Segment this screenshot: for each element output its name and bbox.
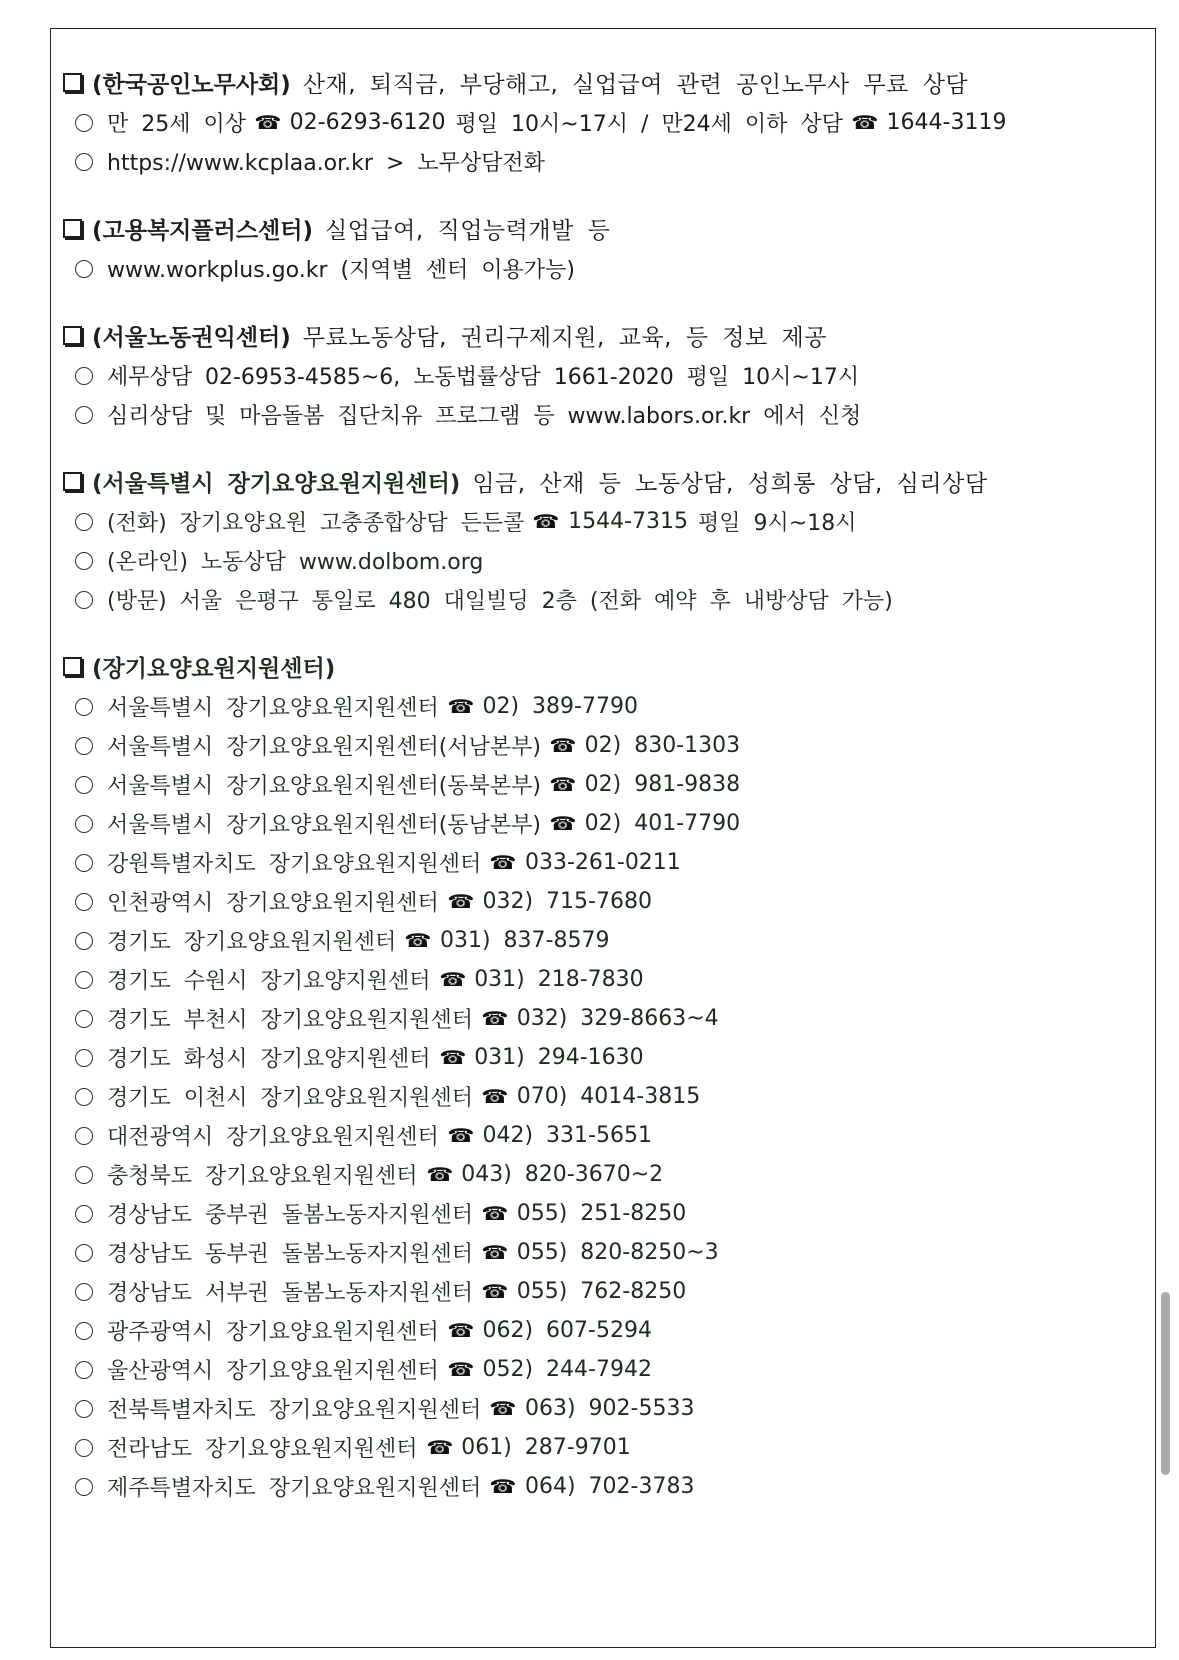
section [63, 460, 1145, 619]
circle-bullet-icon [75, 552, 93, 570]
list-item [63, 1077, 1145, 1116]
circle-bullet-icon [75, 153, 93, 171]
phone-icon: ☎ [549, 734, 577, 757]
phone-number: 031) 837-8579 [439, 928, 610, 953]
item-text: 심리상담 및 마음돌봄 집단치유 프로그램 등 www.labors.or.kr 에서 신청 [107, 404, 862, 429]
item-text: 인천광역시 장기요양요원지원센터 [107, 891, 439, 916]
item-text: 경상남도 서부권 돌봄노동자지원센터 [107, 1281, 474, 1306]
circle-bullet-icon [75, 737, 93, 755]
phone-icon: ☎ [447, 1319, 475, 1342]
item-text: www.workplus.go.kr (지역별 센터 이용가능) [107, 258, 575, 283]
circle-bullet-icon [75, 932, 93, 950]
checkbox-icon [63, 219, 82, 238]
list-item [63, 687, 1145, 726]
organization-name: (장기요양요원지원센터) [92, 655, 336, 682]
item-text: 경기도 이천시 장기요양요원지원센터 [107, 1086, 474, 1111]
phone-icon: ☎ [489, 1397, 517, 1420]
list-item [63, 1233, 1145, 1272]
phone-icon: ☎ [481, 1241, 509, 1264]
phone-icon: ☎ [425, 1436, 453, 1459]
checkbox-icon [63, 472, 82, 491]
list-item [63, 502, 1145, 541]
phone-icon: ☎ [447, 695, 475, 718]
document-page [50, 28, 1156, 1648]
list-item [63, 103, 1145, 142]
item-suffix: 평일 10시~17시 / 만24세 이하 상담 [455, 112, 843, 137]
list-item [63, 882, 1145, 921]
list-item [63, 395, 1145, 434]
item-text: 제주특별자치도 장기요양요원지원센터 [107, 1476, 482, 1501]
circle-bullet-icon [75, 1244, 93, 1262]
list-item [63, 1038, 1145, 1077]
phone-number: 062) 607-5294 [482, 1318, 652, 1343]
list-item [63, 1428, 1145, 1467]
circle-bullet-icon [75, 1283, 93, 1301]
item-text: 전라남도 장기요양요원지원센터 [107, 1437, 418, 1462]
list-item [63, 726, 1145, 765]
phone-number: 055) 820-8250~3 [516, 1240, 719, 1265]
list-item [63, 356, 1145, 395]
phone-number: 032) 329-8663~4 [516, 1006, 719, 1031]
document-content [63, 61, 1145, 1532]
circle-bullet-icon [75, 591, 93, 609]
phone-number: 061) 287-9701 [461, 1435, 631, 1460]
circle-bullet-icon [75, 815, 93, 833]
section [63, 61, 1145, 181]
section-description: 실업급여, 직업능력개발 등 [325, 217, 611, 244]
circle-bullet-icon [75, 776, 93, 794]
phone-icon: ☎ [489, 1475, 517, 1498]
section [63, 207, 1145, 288]
organization-name: (서울특별시 장기요양요원지원센터) [92, 470, 461, 497]
checkbox-icon [63, 326, 82, 345]
organization-name: (서울노동권익센터) [92, 324, 291, 351]
item-text: 대전광역시 장기요양요원지원센터 [107, 1125, 439, 1150]
circle-bullet-icon [75, 1361, 93, 1379]
circle-bullet-icon [75, 114, 93, 132]
phone-icon: ☎ [532, 510, 560, 533]
item-text: (전화) 장기요양요원 고충종합상담 든든콜 [107, 511, 525, 536]
phone-number: 070) 4014-3815 [516, 1084, 701, 1109]
circle-bullet-icon [75, 1478, 93, 1496]
phone-number: 031) 294-1630 [474, 1045, 644, 1070]
item-suffix: 평일 9시~18시 [698, 511, 857, 536]
circle-bullet-icon [75, 367, 93, 385]
list-item [63, 541, 1145, 580]
list-item [63, 1155, 1145, 1194]
organization-name: (한국공인노무사회) [92, 71, 291, 98]
circle-bullet-icon [75, 1088, 93, 1106]
section [63, 314, 1145, 434]
list-item [63, 1311, 1145, 1350]
section-description: 산재, 퇴직금, 부당해고, 실업급여 관련 공인노무사 무료 상담 [302, 71, 969, 98]
item-text: 경상남도 중부권 돌봄노동자지원센터 [107, 1203, 474, 1228]
phone-icon: ☎ [438, 968, 466, 991]
item-text: 경기도 부천시 장기요양요원지원센터 [107, 1008, 474, 1033]
circle-bullet-icon [75, 513, 93, 531]
item-text: 서울특별시 장기요양요원지원센터(서남본부) [107, 735, 541, 760]
section-header [63, 207, 1145, 249]
item-text: 충청북도 장기요양요원지원센터 [107, 1164, 418, 1189]
phone-icon: ☎ [425, 1163, 453, 1186]
phone-number: 1544-7315 [568, 509, 689, 534]
phone-icon: ☎ [851, 111, 879, 134]
list-item [63, 142, 1145, 181]
phone-number: 02) 401-7790 [584, 811, 741, 836]
list-item [63, 1350, 1145, 1389]
section-header [63, 645, 1145, 687]
list-item [63, 804, 1145, 843]
list-item [63, 1467, 1145, 1506]
phone-number: 02) 830-1303 [584, 733, 741, 758]
phone-icon: ☎ [481, 1007, 509, 1030]
item-text: 서울특별시 장기요양요원지원센터 [107, 696, 439, 721]
item-text: 경기도 장기요양요원지원센터 [107, 930, 397, 955]
item-text: (방문) 서울 은평구 통일로 480 대일빌딩 2층 (전화 예약 후 내방상담 가능) [107, 589, 893, 614]
phone-number: 033-261-0211 [524, 850, 681, 875]
phone-number: 032) 715-7680 [482, 889, 652, 914]
item-text: 울산광역시 장기요양요원지원센터 [107, 1359, 439, 1384]
phone-number: 064) 702-3783 [524, 1474, 695, 1499]
checkbox-icon [63, 657, 82, 676]
item-text: 만 25세 이상 [107, 112, 246, 137]
circle-bullet-icon [75, 1205, 93, 1223]
phone-icon: ☎ [404, 929, 432, 952]
phone-number: 1644-3119 [886, 110, 1007, 135]
list-item [63, 921, 1145, 960]
phone-number: 055) 762-8250 [516, 1279, 687, 1304]
list-item [63, 960, 1145, 999]
phone-number: 02) 389-7790 [482, 694, 638, 719]
phone-icon: ☎ [481, 1280, 509, 1303]
item-text: 경기도 수원시 장기요양지원센터 [107, 969, 431, 994]
phone-number: 063) 902-5533 [524, 1396, 695, 1421]
circle-bullet-icon [75, 1322, 93, 1340]
section-header [63, 61, 1145, 103]
section [63, 645, 1145, 1506]
circle-bullet-icon [75, 406, 93, 424]
phone-number: 043) 820-3670~2 [461, 1162, 664, 1187]
phone-icon: ☎ [254, 111, 282, 134]
phone-icon: ☎ [447, 1124, 475, 1147]
circle-bullet-icon [75, 1127, 93, 1145]
phone-icon: ☎ [447, 890, 475, 913]
phone-icon: ☎ [447, 1358, 475, 1381]
list-item [63, 843, 1145, 882]
list-item [63, 999, 1145, 1038]
circle-bullet-icon [75, 1439, 93, 1457]
scrollbar-thumb[interactable] [1161, 1292, 1170, 1475]
circle-bullet-icon [75, 1400, 93, 1418]
item-text: (온라인) 노동상담 www.dolbom.org [107, 550, 484, 575]
item-text: https://www.kcplaa.or.kr > 노무상담전화 [107, 151, 545, 176]
item-text: 전북특별자치도 장기요양요원지원센터 [107, 1398, 482, 1423]
section-description: 임금, 산재 등 노동상담, 성희롱 상담, 심리상담 [472, 470, 988, 497]
phone-number: 02-6293-6120 [289, 110, 446, 135]
phone-icon: ☎ [481, 1202, 509, 1225]
circle-bullet-icon [75, 1049, 93, 1067]
phone-icon: ☎ [549, 773, 577, 796]
circle-bullet-icon [75, 260, 93, 278]
list-item [63, 1194, 1145, 1233]
circle-bullet-icon [75, 1166, 93, 1184]
phone-number: 052) 244-7942 [482, 1357, 652, 1382]
list-item [63, 1272, 1145, 1311]
circle-bullet-icon [75, 971, 93, 989]
phone-icon: ☎ [549, 812, 577, 835]
circle-bullet-icon [75, 893, 93, 911]
phone-number: 031) 218-7830 [474, 967, 644, 992]
phone-number: 055) 251-8250 [516, 1201, 687, 1226]
list-item [63, 249, 1145, 288]
item-text: 광주광역시 장기요양요원지원센터 [107, 1320, 439, 1345]
section-header [63, 314, 1145, 356]
item-text: 강원특별자치도 장기요양요원지원센터 [107, 852, 482, 877]
circle-bullet-icon [75, 854, 93, 872]
organization-name: (고용복지플러스센터) [92, 217, 313, 244]
section-header [63, 460, 1145, 502]
section-description: 무료노동상담, 권리구제지원, 교육, 등 정보 제공 [302, 324, 827, 351]
item-text: 서울특별시 장기요양요원지원센터(동북본부) [107, 774, 541, 799]
phone-icon: ☎ [489, 851, 517, 874]
list-item [63, 765, 1145, 804]
list-item [63, 580, 1145, 619]
item-text: 경상남도 동부권 돌봄노동자지원센터 [107, 1242, 474, 1267]
circle-bullet-icon [75, 698, 93, 716]
circle-bullet-icon [75, 1010, 93, 1028]
item-text: 경기도 화성시 장기요양지원센터 [107, 1047, 431, 1072]
phone-number: 02) 981-9838 [584, 772, 741, 797]
phone-icon: ☎ [481, 1085, 509, 1108]
item-text: 세무상담 02-6953-4585~6, 노동법률상담 1661-2020 평일 10시~17시 [107, 365, 860, 390]
phone-icon: ☎ [438, 1046, 466, 1069]
item-text: 서울특별시 장기요양요원지원센터(동남본부) [107, 813, 541, 838]
list-item [63, 1116, 1145, 1155]
checkbox-icon [63, 73, 82, 92]
list-item [63, 1389, 1145, 1428]
phone-number: 042) 331-5651 [482, 1123, 652, 1148]
